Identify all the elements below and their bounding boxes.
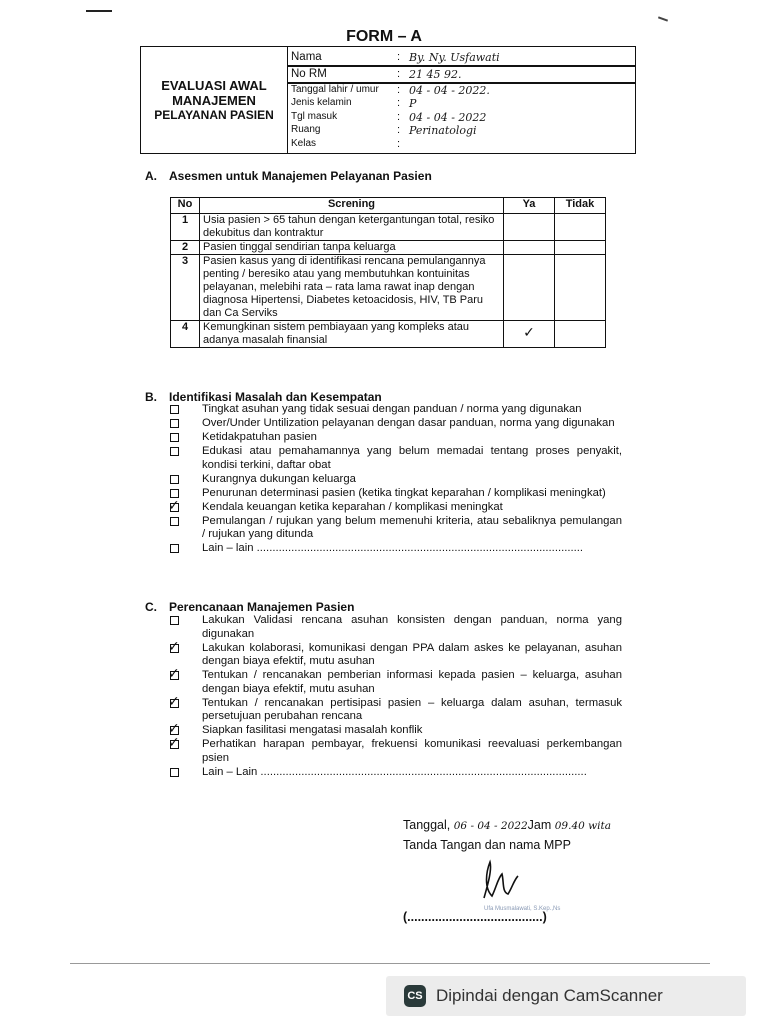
field-label: Ruang (291, 124, 321, 135)
table-row (171, 214, 606, 241)
checklist-item (170, 487, 622, 501)
checklist-item-text: Over/Under Untilization pelayanan dengan dasar panduan, norma yang digunakan (202, 417, 615, 429)
field-colon: : (397, 84, 401, 96)
divider (287, 65, 635, 67)
checkbox[interactable] (170, 405, 179, 414)
checklist-item (170, 403, 622, 417)
checkbox[interactable] (170, 489, 179, 498)
checklist-item (168, 666, 622, 696)
row-text: Pasien tinggal sendirian tanpa keluarga (200, 241, 504, 255)
section-letter: B. (145, 390, 157, 404)
check-mark-icon: ✓ (168, 693, 180, 710)
row-tidak-cell[interactable] (555, 255, 606, 321)
checkbox[interactable] (168, 721, 180, 737)
checklist-item-text: Tingkat asuhan yang tidak sesuai dengan panduan / norma yang digunakan (202, 403, 582, 415)
header-title (141, 47, 288, 153)
checkbox[interactable] (170, 544, 179, 553)
checklist-item (168, 721, 622, 738)
checklist-item-text: Penurunan determinasi pasien (ketika tingkat keparahan / komplikasi meningkat) (202, 486, 606, 499)
col-header-screning: Screning (200, 198, 504, 214)
check-mark-icon: ✓ (168, 666, 180, 682)
row-text: Pasien kasus yang di identifikasi rencana pemulangannya penting / beresiko atau yang membutuhkan kontuinitas pelayanan, melebihi rata – rata lama rawat inap dengan diagnosa Hipertensi, Diabetes ketoacidosis, HIV, TB Paru dan Ca Serviks (200, 255, 504, 321)
row-tidak-cell[interactable] (555, 214, 606, 241)
checkbox[interactable] (168, 735, 180, 751)
header-title-line3: PELAYANAN PASIEN (154, 107, 274, 122)
screening-table (170, 197, 606, 348)
checklist-item-text: Tentukan / rencanakan pertisipasi pasien – keluarga dalam asuhan, termasuk persetujuan perubahan rencana (202, 696, 622, 722)
camscanner-text: Dipindai dengan CamScanner (436, 986, 663, 1005)
field-colon: : (397, 124, 401, 136)
section-b-checklist (170, 403, 622, 556)
checklist-item (170, 766, 622, 780)
check-mark-icon: ✓ (168, 638, 180, 655)
row-ya-cell[interactable] (504, 255, 555, 321)
checklist-item-text: Lain – lain ........................................................................................................ (202, 542, 584, 554)
tanggal-value: 06 - 04 - 2022 (453, 820, 528, 832)
checklist-item-text: Perhatikan harapan pembayar, frekuensi komunikasi reevaluasi perkembangan psien (202, 738, 622, 764)
checklist-item (170, 445, 622, 472)
field-value: 21 45 92. (409, 68, 462, 81)
checkbox[interactable] (170, 768, 179, 777)
col-header-no: No (171, 198, 200, 214)
stamp: Ufa Musmalawati, S.Kep.,Ns (484, 906, 561, 912)
table-row (171, 241, 606, 255)
field-colon: : (397, 138, 401, 150)
field-label: No RM (291, 68, 327, 80)
section-title-text: Perencanaan Manajemen Pasien (169, 600, 355, 614)
checklist-item (170, 473, 622, 487)
checklist-item-text: Kurangnya dukungan keluarga (202, 472, 356, 485)
checkbox[interactable] (170, 517, 179, 526)
row-no: 4 (171, 321, 200, 348)
row-ya-cell[interactable] (504, 321, 555, 348)
col-header-ya: Ya (504, 198, 555, 214)
date-line (403, 818, 611, 832)
jam-label: Jam (527, 818, 552, 832)
row-ya-cell[interactable] (504, 214, 555, 241)
row-tidak-cell[interactable] (555, 241, 606, 255)
page-edge (70, 963, 710, 964)
header-box (140, 46, 636, 154)
field-colon: : (397, 68, 401, 80)
section-title-text: Identifikasi Masalah dan Kesempatan (169, 390, 382, 404)
signature-label: Tanda Tangan dan nama MPP (403, 838, 571, 852)
checklist-item (168, 638, 622, 669)
camscanner-logo-icon: CS (404, 985, 426, 1007)
field-colon: : (397, 51, 401, 63)
checklist-item (170, 515, 622, 542)
field-label: Jenis kelamin (291, 97, 352, 108)
handwritten-signature-icon (478, 858, 528, 904)
table-row (171, 255, 606, 321)
mpp-name-line: (.......................................) (403, 910, 547, 924)
section-letter: A. (145, 169, 157, 183)
checklist-item (168, 497, 622, 515)
field-value: 04 - 04 - 2022 (409, 111, 487, 124)
section-c-title (145, 600, 354, 614)
row-text: Usia pasien > 65 tahun dengan ketergantungan total, resiko dekubitus dan kontraktur (200, 214, 504, 241)
section-title-text: Asesmen untuk Manajemen Pelayanan Pasien (169, 169, 432, 183)
checklist-item (170, 542, 622, 556)
checkbox[interactable] (170, 616, 179, 625)
scan-edge-mark (86, 10, 112, 12)
field-value: P (409, 97, 417, 110)
scan-corner-mark (658, 16, 668, 21)
row-ya-cell[interactable] (504, 241, 555, 255)
section-letter: C. (145, 600, 157, 614)
table-header-row (171, 198, 606, 214)
row-no: 2 (171, 241, 200, 255)
row-no: 3 (171, 255, 200, 321)
checkbox[interactable] (170, 475, 179, 484)
checkbox[interactable] (170, 419, 179, 428)
header-title-line1: EVALUASI AWAL (161, 77, 267, 93)
checkbox[interactable] (170, 433, 179, 442)
field-value: 04 - 04 - 2022. (409, 84, 490, 97)
section-b-title (145, 390, 382, 404)
field-value: Perinatologi (409, 124, 477, 137)
checklist-item-text: Tentukan / rencanakan pemberian informasi kepada pasien – keluarga, asuhan dengan biaya efektif, mutu asuhan (202, 669, 622, 695)
header-title-line2: MANAJEMEN (172, 92, 256, 108)
checklist-item (170, 431, 622, 445)
checkbox[interactable] (168, 666, 180, 682)
checklist-item (168, 693, 622, 724)
check-mark-icon: ✓ (168, 497, 180, 514)
field-colon: : (397, 97, 401, 109)
table-row (171, 321, 606, 348)
checkbox[interactable] (168, 497, 180, 514)
checklist-item-text: Pemulangan / rujukan yang belum memenuhi kriteria, atau sebaliknya pemulangan / rujukan yang ditunda (202, 514, 622, 540)
field-label: Tanggal lahir / umur (291, 84, 379, 95)
check-mark-icon: ✓ (168, 721, 180, 737)
section-c-checklist (170, 614, 622, 780)
field-label: Kelas (291, 138, 317, 149)
row-tidak-cell[interactable] (555, 321, 606, 348)
checklist-item (168, 735, 622, 765)
check-mark-icon: ✓ (523, 325, 535, 341)
checklist-item-text: Lakukan kolaborasi, komunikasi dengan PPA dalam askes ke pelayanan, asuhan dengan biaya efektif, mutu asuhan (202, 641, 622, 667)
checkbox[interactable] (168, 638, 180, 655)
checklist-item-text: Lain – Lain ........................................................................................................ (202, 765, 587, 778)
row-no: 1 (171, 214, 200, 241)
field-label: Nama (291, 51, 322, 63)
checklist-item-text: Lakukan Validasi rencana asuhan konsisten dengan panduan, norma yang digunakan (202, 614, 622, 640)
check-mark-icon: ✓ (168, 735, 180, 751)
checkbox[interactable] (170, 447, 179, 456)
tanggal-label: Tanggal, (403, 818, 451, 832)
checklist-item-text: Edukasi atau pemahamannya yang belum memadai tentang proses penyakit, kondisi terkini, daftar obat (202, 445, 622, 471)
col-header-tidak: Tidak (555, 198, 606, 214)
checklist-item (170, 417, 622, 431)
checklist-item (170, 614, 622, 641)
jam-value: 09.40 wita (554, 820, 611, 832)
section-a-title (145, 169, 432, 183)
checklist-item-text: Kendala keuangan ketika keparahan / komplikasi meningkat (202, 500, 503, 513)
checkbox[interactable] (168, 693, 180, 710)
checklist-item-text: Ketidakpatuhan pasien (202, 431, 317, 443)
row-text: Kemungkinan sistem pembiayaan yang kompleks atau adanya masalah finansial (200, 321, 504, 348)
form-code: FORM – A (346, 28, 422, 45)
field-colon: : (397, 111, 401, 123)
camscanner-watermark (386, 976, 746, 1016)
field-label: Tgl masuk (291, 111, 338, 122)
field-value: By. Ny. Usfawati (409, 51, 500, 64)
checklist-item-text: Siapkan fasilitasi mengatasi masalah konflik (202, 724, 423, 736)
